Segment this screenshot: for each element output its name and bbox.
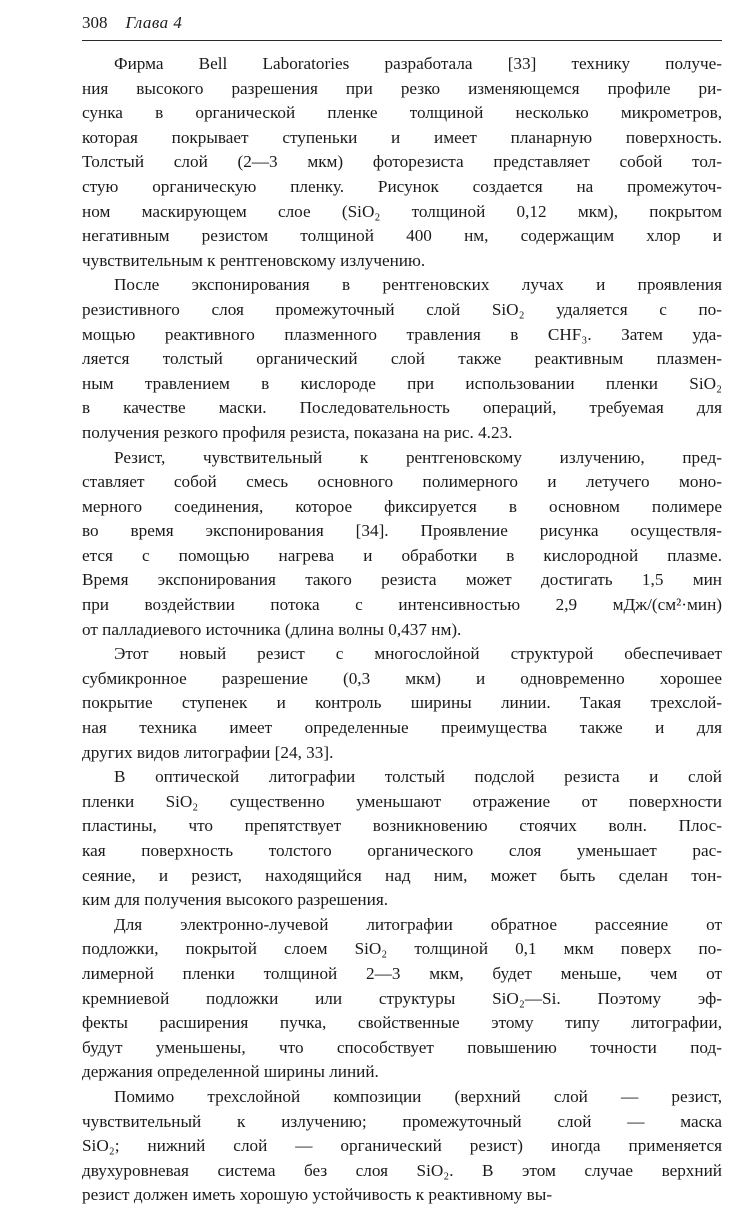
text-line: резист должен иметь хорошую устойчивость к реактивному вы- xyxy=(82,1185,553,1205)
text-line: сунка в органической пленке толщиной несколько микрометров, xyxy=(82,103,722,123)
text-line: негативным резистом толщиной 400 нм, содержащим хлор и xyxy=(82,226,722,246)
text-line: держания определенной ширины линий. xyxy=(82,1062,379,1082)
text-line: других видов литографии [24, 33]. xyxy=(82,742,334,762)
text-line: будут уменьшены, что способствует повышению точности под- xyxy=(82,1037,722,1057)
text-line: пластины, что препятствует возникновению стоячих волн. Плос- xyxy=(82,816,722,836)
text-line: чувствительный к излучению; промежуточный слой — маска xyxy=(82,1111,722,1131)
header-rule xyxy=(82,40,722,41)
body-text xyxy=(82,52,722,1208)
text-line: В оптической литографии толстый подслой резиста и слой xyxy=(114,767,722,787)
text-line: получения резкого профиля резиста, показана на рис. 4.23. xyxy=(82,422,513,442)
text-line: подложки, покрытой слоем SiO₂ толщиной 0,1 мкм поверх по- xyxy=(82,939,722,959)
text-line: Этот новый резист с многослойной структурой обеспечивает xyxy=(114,644,722,664)
text-line: SiO₂; нижний слой — органический резист) иногда применяется xyxy=(82,1136,722,1156)
text-line: которая покрывает ступеньки и имеет планарную поверхность. xyxy=(82,127,722,147)
paragraph xyxy=(82,273,722,445)
text-line: Толстый слой (2—3 мкм) фоторезиста представляет собой тол- xyxy=(82,152,722,172)
page-number: 308 xyxy=(82,13,108,32)
text-line: ставляет собой смесь основного полимерного и летучего моно- xyxy=(82,472,722,492)
paragraph xyxy=(82,913,722,1085)
text-line: Помимо трехслойной композиции (верхний слой — резист, xyxy=(114,1086,722,1106)
text-line: лимерной пленки толщиной 2—3 мкм, будет меньше, чем от xyxy=(82,963,722,983)
paragraph xyxy=(82,52,722,273)
text-line: мерного соединения, которое фиксируется в основном полимере xyxy=(82,496,722,516)
text-line: стую органическую пленку. Рисунок создается на промежуточ- xyxy=(82,176,722,196)
text-line: покрытие ступенек и контроль ширины линии. Такая трехслой- xyxy=(82,693,722,713)
text-line: сеяние, и резист, находящийся над ним, может быть сделан тон- xyxy=(82,865,722,885)
text-line: резистивного слоя промежуточный слой SiO₂ удаляется с по- xyxy=(82,299,722,319)
text-line: в качестве маски. Последовательность операций, требуемая для xyxy=(82,398,722,418)
text-line: субмикронное разрешение (0,3 мкм) и одновременно хорошее xyxy=(82,668,722,688)
chapter-title: Глава 4 xyxy=(125,13,183,32)
text-line: Для электронно-лучевой литографии обратное рассеяние от xyxy=(114,914,722,934)
text-line: ная техника имеет определенные преимущества также и для xyxy=(82,718,722,738)
text-line: После экспонирования в рентгеновских лучах и проявления xyxy=(114,275,722,295)
text-line: во время экспонирования [34]. Проявление рисунка осуществля- xyxy=(82,521,722,541)
text-line: мощью реактивного плазменного травления в CHF₃. Затем уда- xyxy=(82,324,722,344)
text-line: ким для получения высокого разрешения. xyxy=(82,890,389,910)
text-line: ния высокого разрешения при резко изменяющемся профиле ри- xyxy=(82,78,722,98)
paragraph xyxy=(82,642,722,765)
paragraph xyxy=(82,446,722,643)
text-line: фекты расширения пучка, свойственные этому типу литографии, xyxy=(82,1013,722,1033)
text-line: кая поверхность толстого органического слоя уменьшает рас- xyxy=(82,841,722,860)
text-line: ным травлением в кислороде при использовании пленки SiO₂ xyxy=(82,373,722,393)
text-line: кремниевой подложки или структуры SiO₂—Si. Поэтому эф- xyxy=(82,988,722,1008)
text-line: чувствительным к рентгеновскому излучению. xyxy=(82,250,426,270)
text-line: ном маскирующем слое (SiO₂ толщиной 0,12 мкм), покрытом xyxy=(82,201,722,221)
text-line: ляется толстый органический слой также реактивным плазмен- xyxy=(82,349,722,369)
paragraph xyxy=(82,765,722,913)
text-line: двухуровневая система без слоя SiO₂. В этом случае верхний xyxy=(82,1160,722,1180)
paragraph xyxy=(82,1085,722,1208)
running-head xyxy=(82,10,722,36)
text-line: при воздействии потока с интенсивностью 2,9 мДж/(см²·мин) xyxy=(82,595,722,615)
text-line: ется с помощью нагрева и обработки в кислородной плазме. xyxy=(82,545,722,565)
text-line: Время экспонирования такого резиста может достигать 1,5 мин xyxy=(82,570,722,590)
text-line: от палладиевого источника (длина волны 0,437 нм). xyxy=(82,619,462,639)
text-line: пленки SiO₂ существенно уменьшают отражение от поверхности xyxy=(82,791,722,811)
text-line: Резист, чувствительный к рентгеновскому излучению, пред- xyxy=(114,447,722,467)
text-line: Фирма Bell Laboratories разработала [33] технику получе- xyxy=(114,54,722,73)
